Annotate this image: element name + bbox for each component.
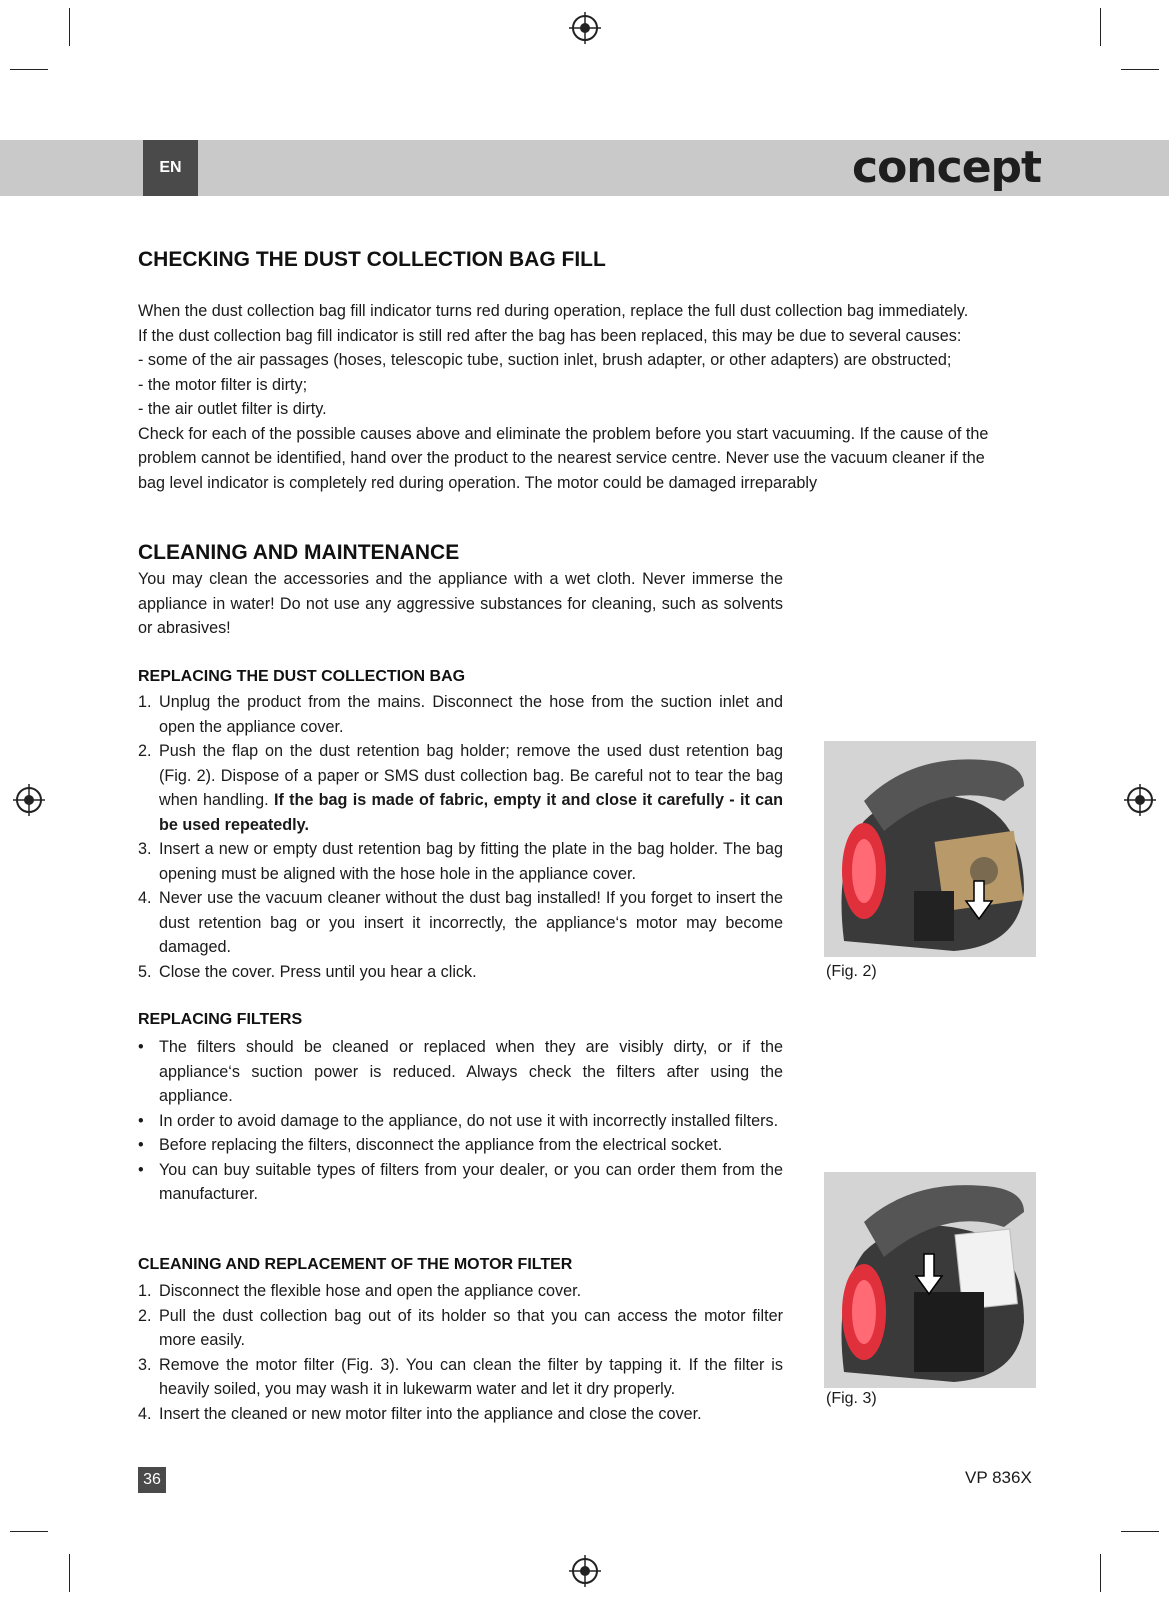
list-item: • Before replacing the filters, disconnect the appliance from the electrical socket. <box>138 1136 723 1154</box>
model-number: VP 836X <box>965 1468 1032 1487</box>
figure-3-caption: (Fig. 3) <box>826 1390 877 1407</box>
crop-mark <box>10 1531 48 1532</box>
list-item: • The filters should be cleaned or replaced when they are visibly dirty, or if the appliance‘s suction power is reduced. Always check the filters after using the appliance. <box>138 1038 783 1105</box>
text-line: - the motor filter is dirty; <box>138 375 308 394</box>
registration-mark-icon <box>13 784 45 816</box>
crop-mark <box>69 8 70 46</box>
filter-bullets <box>138 1035 783 1207</box>
text-line: When the dust collection bag fill indicator turns red during operation, replace the full dust collection bag immediately. <box>138 302 969 320</box>
subsection-title: CLEANING AND REPLACEMENT OF THE MOTOR FILTER <box>138 1256 573 1273</box>
text-line: - the air outlet filter is dirty. <box>138 400 327 418</box>
text-line: problem cannot be identified, hand over the product to the nearest service centre. Never use the vacuum cleaner if the <box>138 449 985 467</box>
list-item: • In order to avoid damage to the appliance, do not use it with incorrectly installed filters. <box>138 1111 779 1130</box>
vacuum-filter-illustration <box>824 1172 1036 1388</box>
list-item: • You can buy suitable types of filters from your dealer, or you can order them from the manufacturer. <box>138 1160 783 1203</box>
figure-2-image <box>824 741 1036 957</box>
section-title: CHECKING THE DUST COLLECTION BAG FILL <box>138 248 606 271</box>
text-line: - some of the air passages (hoses, telescopic tube, suction inlet, brush adapter, or other adapters) are obstructed; <box>138 351 952 369</box>
figure-3-image <box>824 1172 1036 1388</box>
crop-mark <box>1121 69 1159 70</box>
figure-2-caption: (Fig. 2) <box>826 963 877 980</box>
subsection-title: REPLACING FILTERS <box>138 1011 303 1028</box>
text-line: If the dust collection bag fill indicator is still red after the bag has been replaced, this may be due to several causes: <box>138 326 962 345</box>
crop-mark <box>1100 8 1101 46</box>
list-item: 1. Unplug the product from the mains. Disconnect the hose from the suction inlet and open the appliance cover. <box>138 693 783 736</box>
language-label: EN <box>143 140 198 196</box>
bag-steps <box>138 690 783 984</box>
text-line: bag level indicator is completely red during operation. The motor could be damaged irreparably <box>138 473 818 492</box>
crop-mark <box>10 69 48 70</box>
page-number: 36 <box>138 1467 166 1493</box>
crop-mark <box>1100 1554 1101 1592</box>
list-item: 5. Close the cover. Press until you hear a click. <box>138 962 477 981</box>
list-item: 2. Pull the dust collection bag out of its holder so that you can access the motor filter more easily. <box>138 1306 783 1349</box>
list-item: 3. Insert a new or empty dust retention bag by fitting the plate in the bag holder. The bag opening must be aligned with the hose hole in the appliance cover. <box>138 840 783 883</box>
section-title: CLEANING AND MAINTENANCE <box>138 541 460 564</box>
crop-mark <box>1121 1531 1159 1532</box>
crop-mark <box>69 1554 70 1592</box>
brand-logo: concept <box>852 142 1042 193</box>
motor-filter-steps <box>138 1279 783 1426</box>
registration-mark-icon <box>569 1555 601 1587</box>
vacuum-bag-illustration <box>824 741 1036 957</box>
list-item: 2. Push the flap on the dust retention bag holder; remove the used dust retention bag (Fig. 2). Dispose of a paper or SMS dust collection bag. Be careful not to tear the bag when handling. If the bag is made of fabric, empty it and close it carefully - it can be used repeatedly. <box>138 742 783 834</box>
text-line: Check for each of the possible causes above and eliminate the problem before you start vacuuming. If the cause of the <box>138 424 989 443</box>
section-intro: You may clean the accessories and the appliance with a wet cloth. Never immerse the appliance in water! Do not use any aggressive substances for cleaning, such as solvents or abrasives! <box>138 570 783 637</box>
registration-mark-icon <box>569 12 601 44</box>
list-item: 4. Insert the cleaned or new motor filter into the appliance and close the cover. <box>138 1404 702 1423</box>
list-item: 4. Never use the vacuum cleaner without the dust bag installed! If you forget to insert the dust retention bag or you insert it incorrectly, the appliance‘s motor may become damaged. <box>138 889 783 956</box>
section-body <box>138 299 1038 495</box>
list-item: 1. Disconnect the flexible hose and open the appliance cover. <box>138 1282 582 1300</box>
list-item: 3. Remove the motor filter (Fig. 3). You can clean the filter by tapping it. If the filter is heavily soiled, you may wash it in lukewarm water and let it dry properly. <box>138 1355 783 1398</box>
subsection-title: REPLACING THE DUST COLLECTION BAG <box>138 668 466 685</box>
registration-mark-icon <box>1124 784 1156 816</box>
